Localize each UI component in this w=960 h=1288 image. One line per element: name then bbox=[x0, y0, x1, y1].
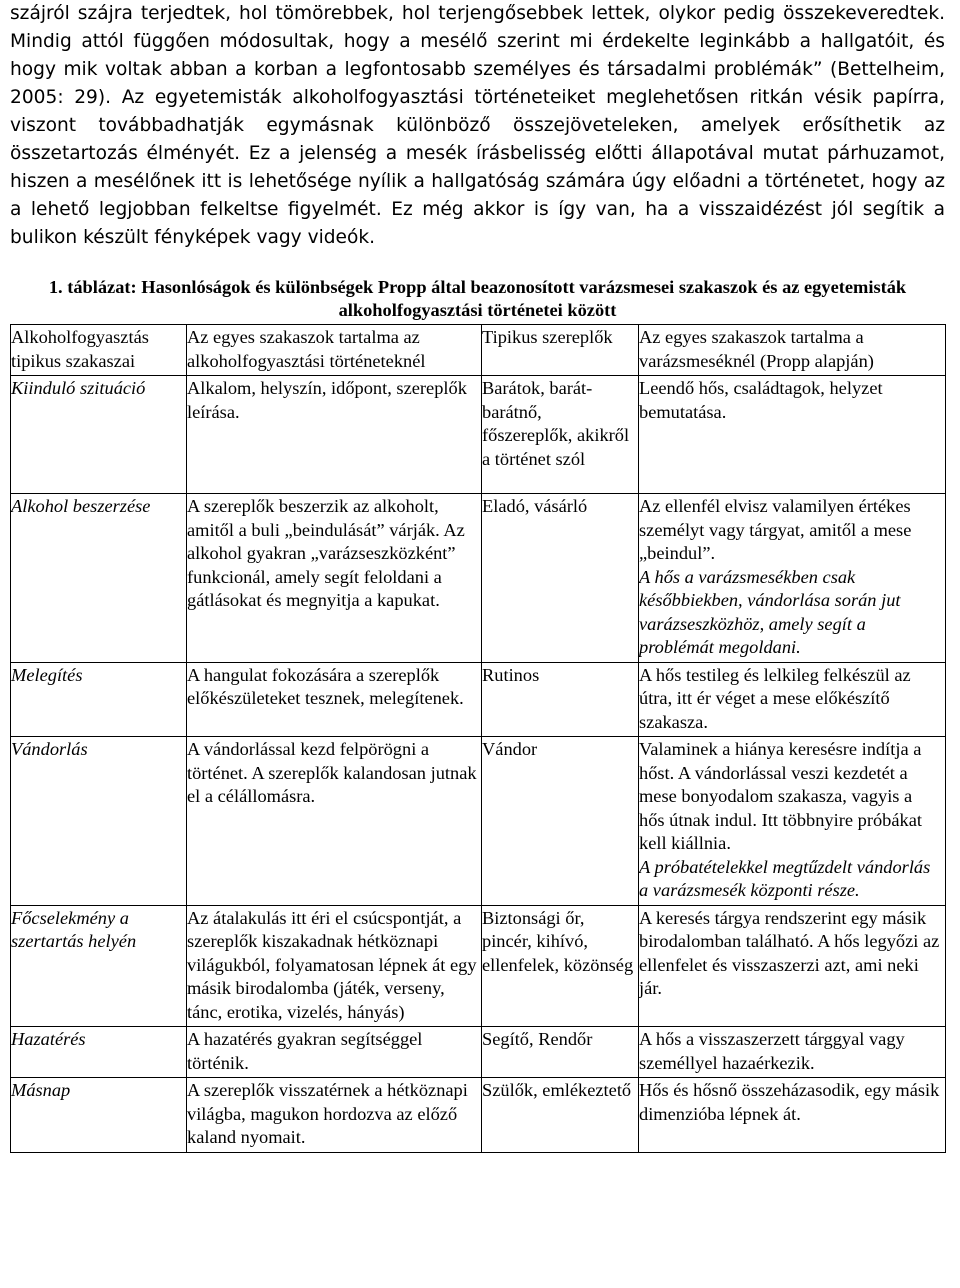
row-actors: Vándor bbox=[482, 737, 639, 906]
table-row bbox=[11, 662, 946, 737]
row-stage: Másnap bbox=[11, 1078, 187, 1153]
table-row bbox=[11, 1027, 946, 1078]
row-content: Alkalom, helyszín, időpont, szereplők leírása. bbox=[187, 376, 482, 494]
table-row bbox=[11, 905, 946, 1027]
row-actors: Rutinos bbox=[482, 662, 639, 737]
row-content: A hazatérés gyakran segítséggel történik. bbox=[187, 1027, 482, 1078]
tale-text: A hős testileg és lelkileg felkészül az útra, itt ér véget a mese előkészítő szakasza. bbox=[639, 664, 911, 732]
tale-note: A próbatételekkel megtűzdelt vándorlás a varázsmesék központi része. bbox=[639, 856, 931, 900]
row-actors: Eladó, vásárló bbox=[482, 494, 639, 663]
tale-text: Az ellenfél elvisz valamilyen értékes személyt vagy tárgyat, amitől a mese „beindul”. bbox=[639, 496, 912, 563]
header-actors: Tipikus szereplők bbox=[482, 325, 639, 376]
tale-text: A hős a visszaszerzett tárggyal vagy személlyel hazaérkezik. bbox=[639, 1029, 905, 1073]
tale-note: A hős a varázsmesékben csak későbbiekben, vándorlása során jut varázseszközhöz, amely segít a problémát megoldani. bbox=[639, 566, 901, 657]
row-stage: Kiinduló szituáció bbox=[11, 376, 187, 494]
row-tale bbox=[639, 905, 946, 1027]
row-content: Az átalakulás itt éri el csúcspontját, a szereplők kiszakadnak hétköznapi világukból, folyamatosan lépnek át egy másik birodalomba (játék, verseny, tánc, erotika, vizelés, hányás) bbox=[187, 905, 482, 1027]
row-stage: Alkohol beszerzése bbox=[11, 494, 187, 663]
row-tale bbox=[639, 1078, 946, 1153]
row-stage: Melegítés bbox=[11, 662, 187, 737]
row-tale bbox=[639, 1027, 946, 1078]
table-row bbox=[11, 494, 946, 663]
row-content: A hangulat fokozására a szereplők előkészületeket tesznek, melegítenek. bbox=[187, 662, 482, 737]
row-tale bbox=[639, 494, 946, 663]
header-tale: Az egyes szakaszok tartalma a varázsmeséknél (Propp alapján) bbox=[639, 325, 946, 376]
tale-text: A keresés tárgya rendszerint egy másik birodalomban található. A hős legyőzi az ellenfelet és visszaszerzi azt, ami neki jár. bbox=[639, 907, 940, 998]
row-tale bbox=[639, 376, 946, 494]
header-stage: Alkoholfogyasztás tipikus szakaszai bbox=[11, 325, 187, 376]
table-row bbox=[11, 376, 946, 494]
tale-text: Valaminek a hiánya keresésre indítja a hőst. A vándorlással veszi kezdetét a mese bonyodalom szakasza, vagyis a hős útnak indul. Itt többnyire próbákat kell kiállnia. bbox=[639, 739, 922, 853]
row-content: A szereplők beszerzik az alkoholt, amitől a buli „beindulását” várják. Az alkohol gyakran „varázseszközként” funkcionál, amely segít feloldani a gátlásokat és megnyitja a kapukat. bbox=[187, 494, 482, 663]
row-stage: Hazatérés bbox=[11, 1027, 187, 1078]
table-row bbox=[11, 737, 946, 906]
table-row bbox=[11, 1078, 946, 1153]
row-actors: Segítő, Rendőr bbox=[482, 1027, 639, 1078]
row-actors: Biztonsági őr, pincér, kihívó, ellenfelek, közönség bbox=[482, 905, 639, 1027]
row-tale bbox=[639, 662, 946, 737]
comparison-table bbox=[10, 324, 946, 1153]
tale-text: Leendő hős, családtagok, helyzet bemutatása. bbox=[639, 378, 883, 422]
row-actors: Szülők, emlékeztető bbox=[482, 1078, 639, 1153]
table-header-row bbox=[11, 325, 946, 376]
row-actors: Barátok, barát-barátnő, főszereplők, akikről a történet szól bbox=[482, 376, 639, 494]
row-stage: Vándorlás bbox=[11, 737, 187, 906]
table-caption: 1. táblázat: Hasonlóságok és különbségek Propp által beazonosított varázsmesei szakaszok és az egyetemisták alkoholfogyasztási történetei között bbox=[48, 277, 907, 320]
tale-text: Hős és hősnő összeházasodik, egy másik dimenzióba lépnek át. bbox=[639, 1080, 940, 1124]
document-page bbox=[10, 0, 945, 1153]
row-content: A szereplők visszatérnek a hétköznapi világba, magukon hordozva az előző kaland nyomait. bbox=[187, 1078, 482, 1153]
row-stage: Főcselekmény a szertartás helyén bbox=[11, 905, 187, 1027]
header-content: Az egyes szakaszok tartalma az alkoholfogyasztási történeteknél bbox=[187, 325, 482, 376]
row-content: A vándorlással kezd felpörögni a történet. A szereplők kalandosan jutnak el a célállomásra. bbox=[187, 737, 482, 906]
row-tale bbox=[639, 737, 946, 906]
intro-paragraph: szájról szájra terjedtek, hol tömörebbek, hol terjengősebbek lettek, olykor pedig összekeveredtek. Mindig attól függően módosultak, hogy a mesélő szerint mi érdekelte leginkább a hallgatóit, és hogy mik voltak abban a korban a legfontosabb személyes és társadalmi problémák” (Bettelheim, 2005: 29). Az egyetemisták alkoholfogyasztási történeteiket meglehetősen ritkán vésik papírra, viszont továbbadhatják egymásnak különböző összejöveteleken, amelyek erősíthetik az összetartozás élményét. Ez a jelenség a mesék írásbelisség előtti állapotával mutat párhuzamot, hiszen a mesélőnek itt is lehetősége nyílik a hallgatóság számára úgy előadni a történetet, hogy az a lehető legjobban felkeltse figyelmét. Ez még akkor is így van, ha a visszaidézést jól segítik a bulikon készült fényképek vagy videók. bbox=[10, 3, 945, 248]
